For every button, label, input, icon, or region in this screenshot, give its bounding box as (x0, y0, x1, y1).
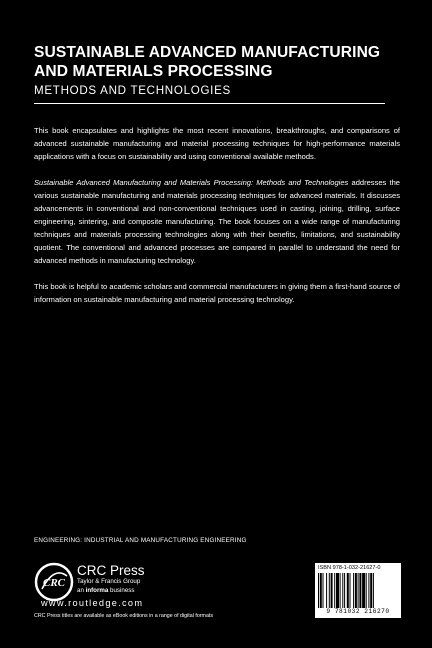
title-divider (34, 103, 385, 104)
barcode-bar (342, 573, 343, 608)
barcode-bar (318, 573, 319, 608)
publisher-website-link[interactable]: www.routledge.com (41, 598, 144, 608)
publisher-group: Taylor & Francis Group (77, 578, 141, 585)
barcode-bar (334, 573, 335, 608)
isbn-barcode (315, 563, 401, 618)
informa-brand: informa (85, 586, 109, 594)
svg-text:CRC: CRC (42, 577, 66, 589)
barcode-bar (350, 573, 351, 608)
barcode-bar (362, 573, 365, 608)
barcode-bar (370, 573, 372, 608)
barcode-bar (320, 573, 322, 608)
publisher-name: CRC Press (77, 563, 145, 578)
barcode-bar (359, 573, 361, 608)
barcode-bar (368, 573, 369, 608)
barcode-bar (326, 573, 327, 608)
barcode-bar (373, 573, 374, 608)
description-paragraph-2-text: addresses the various sustainable manufacturing and materials processing techniques for advanced materials. It discusses advancements in conventional and non-conventional techniques used in casting, joining, drilling, surface engineering, sintering, and composite manufacturing. The book focuses on a wide range of manufacturing techniques and materials processing technologies along with their benefits, limitations, and sustainability quotient. The conventional and advanced processes are compared in parallel to understand the need for advanced methods in manufacturing technology. (34, 177, 400, 266)
book-subtitle: METHODS AND TECHNOLOGIES (34, 84, 231, 97)
barcode-bars (318, 573, 398, 608)
business-prefix: an (77, 586, 86, 594)
description-paragraph-2 (34, 176, 400, 268)
book-title: SUSTAINABLE ADVANCED MANUFACTURING AND MATERIALS PROCESSING (34, 44, 381, 80)
barcode-bar (323, 573, 324, 608)
barcode-bar (353, 573, 354, 608)
barcode-bar (329, 573, 330, 608)
publisher-block (77, 563, 145, 595)
book-description (34, 124, 400, 318)
description-book-title-italic: Sustainable Advanced Manufacturing and Materials Processing: Methods and Technologies (34, 177, 349, 187)
barcode-bar (355, 573, 357, 608)
barcode-bar (358, 573, 359, 608)
ebook-availability-note: CRC Press titles are available as eBook editions in a range of digital formats (34, 613, 214, 619)
barcode-bar (340, 573, 341, 608)
description-paragraph-3: This book is helpful to academic scholars and commercial manufacturers in giving them a first-hand source of information on sustainable manufacturing and material processing technology. (34, 281, 400, 304)
isbn-number: ISBN 978-1-032-21627-0 (318, 565, 381, 571)
barcode-bar (344, 573, 345, 608)
subject-category: ENGINEERING: INDUSTRIAL AND MANUFACTURING ENGINEERING (34, 537, 247, 544)
barcode-bar (347, 573, 349, 608)
description-paragraph-1: This book encapsulates and highlights the most recent innovations, breakthroughs, and comparisons of advanced sustainable manufacturing and material processing techniques for high-performance materials applications with a focus on sustainability and using conventional available methods. (34, 126, 400, 162)
barcode-bar (331, 573, 333, 608)
barcode-bar (366, 573, 367, 608)
barcode-digits: 9 781032 216270 (326, 608, 390, 615)
business-suffix: business (108, 586, 135, 594)
publisher-business-line (77, 587, 145, 596)
crc-press-logo-icon (34, 562, 74, 602)
barcode-bar (336, 573, 339, 608)
